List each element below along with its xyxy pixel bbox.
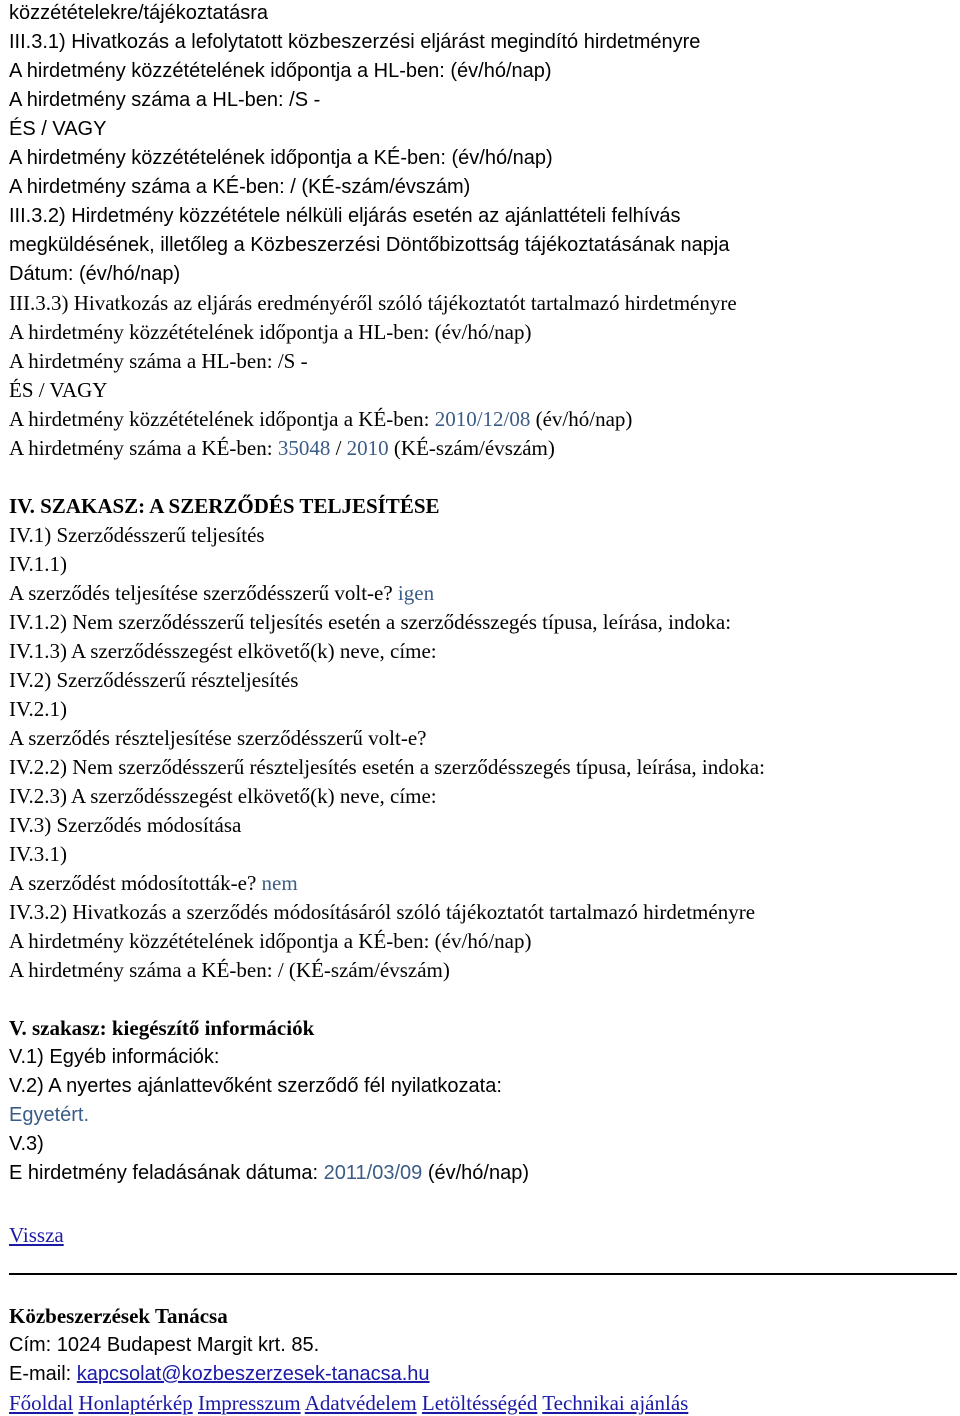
- answer-value: igen: [397, 581, 435, 605]
- answer-value: nem: [261, 871, 298, 895]
- label: (év/hó/nap): [530, 407, 633, 431]
- text-line: IV.3) Szerződés módosítása: [9, 813, 242, 837]
- footer-email-row: [9, 1361, 430, 1387]
- text-line: A hirdetmény közzétételének időpontja a HL-ben: (év/hó/nap): [9, 60, 552, 82]
- text-line: [9, 1160, 529, 1186]
- text-line: [9, 435, 555, 461]
- text-line: IV.3.2) Hivatkozás a szerződés módosításáról szóló tájékoztatót tartalmazó hirdetményre: [9, 900, 756, 924]
- text-line: A hirdetmény száma a KÉ-ben: / (KÉ-szám/évszám): [9, 176, 471, 198]
- text-line: Dátum: (év/hó/nap): [9, 263, 181, 285]
- section-heading: III.3.2) Hirdetmény közzététele nélküli eljárás esetén az ajánlattételi felhívás: [9, 205, 681, 227]
- text-line: IV.2.2) Nem szerződésszerű részteljesítés esetén a szerződésszegés típusa, leírása, indoka:: [9, 755, 765, 779]
- notice-year-value: 2010: [346, 436, 389, 460]
- text-line: IV.2.1): [9, 697, 67, 721]
- label: E hirdetmény feladásának dátuma:: [9, 1162, 324, 1184]
- text-line: megküldésének, illetőleg a Közbeszerzési Döntőbizottság tájékoztatásának napja: [9, 234, 730, 256]
- back-link[interactable]: Vissza: [9, 1223, 64, 1247]
- text-line: ÉS / VAGY: [9, 118, 107, 140]
- divider: [9, 1273, 957, 1275]
- text-line: A hirdetmény közzétételének időpontja a HL-ben: (év/hó/nap): [9, 320, 532, 344]
- text-line: V.3): [9, 1133, 44, 1155]
- text-line: IV.1.1): [9, 552, 67, 576]
- text-line: A hirdetmény száma a HL-ben: /S -: [9, 89, 321, 111]
- section-heading: III.3.3) Hivatkozás az eljárás eredményéről szóló tájékoztatót tartalmazó hirdetményre: [9, 291, 737, 315]
- label: A hirdetmény közzétételének időpontja a KÉ-ben:: [9, 407, 435, 431]
- label: (év/hó/nap): [422, 1162, 529, 1184]
- text-line: A hirdetmény közzétételének időpontja a KÉ-ben: (év/hó/nap): [9, 929, 532, 953]
- section-heading: III.3.1) Hivatkozás a lefolytatott közbeszerzési eljárást megindító hirdetményre: [9, 31, 701, 53]
- notice-number-value: 35048: [277, 436, 331, 460]
- text-line: IV.1) Szerződésszerű teljesítés: [9, 523, 265, 547]
- text-line: A hirdetmény száma a HL-ben: /S -: [9, 349, 308, 373]
- footer-address: Cím: 1024 Budapest Margit krt. 85.: [9, 1334, 320, 1356]
- email-link[interactable]: kapcsolat@kozbeszerzesek-tanacsa.hu: [76, 1363, 430, 1385]
- text-line: [9, 870, 298, 896]
- text-line: V.2) A nyertes ajánlattevőként szerződő fél nyilatkozata:: [9, 1075, 502, 1097]
- publication-date-value: 2010/12/08: [434, 407, 531, 431]
- declaration-value: Egyetért.: [9, 1104, 90, 1126]
- text-line: [9, 406, 632, 432]
- text-line: IV.1.3) A szerződésszegést elkövető(k) neve, címe:: [9, 639, 437, 663]
- nav-link-technical[interactable]: Technikai ajánlás: [542, 1391, 689, 1415]
- nav-link-privacy[interactable]: Adatvédelem: [304, 1391, 417, 1415]
- nav-link-home[interactable]: Főoldal: [9, 1391, 74, 1415]
- nav-link-sitemap[interactable]: Honlaptérkép: [78, 1391, 193, 1415]
- section-title: IV. SZAKASZ: A SZERZŐDÉS TELJESÍTÉSE: [9, 494, 440, 518]
- text-line: A hirdetmény száma a KÉ-ben: / (KÉ-szám/évszám): [9, 958, 450, 982]
- text-line: IV.3.1): [9, 842, 67, 866]
- text-line: A szerződés részteljesítése szerződésszerű volt-e?: [9, 726, 427, 750]
- text-line: ÉS / VAGY: [9, 378, 108, 402]
- footer-org: Közbeszerzések Tanácsa: [9, 1304, 228, 1328]
- back-link-row: [9, 1222, 64, 1248]
- section-title: V. szakasz: kiegészítő információk: [9, 1016, 315, 1040]
- dispatch-date-value: 2011/03/09: [323, 1162, 423, 1184]
- text-line: közzétételekre/tájékoztatásra: [9, 2, 269, 24]
- text-line: V.1) Egyéb információk:: [9, 1046, 220, 1068]
- nav-link-download-help[interactable]: Letöltésségéd: [421, 1391, 538, 1415]
- label: A szerződést módosították-e?: [9, 871, 262, 895]
- email-label: E-mail:: [9, 1363, 77, 1385]
- label: A szerződés teljesítése szerződésszerű volt-e?: [9, 581, 398, 605]
- text-line: IV.2.3) A szerződésszegést elkövető(k) neve, címe:: [9, 784, 437, 808]
- text-line: A hirdetmény közzétételének időpontja a KÉ-ben: (év/hó/nap): [9, 147, 553, 169]
- footer-nav: [9, 1390, 688, 1416]
- label: /: [330, 436, 347, 460]
- nav-link-imprint[interactable]: Impresszum: [197, 1391, 301, 1415]
- text-line: IV.2) Szerződésszerű részteljesítés: [9, 668, 299, 692]
- label: A hirdetmény száma a KÉ-ben:: [9, 436, 278, 460]
- text-line: [9, 580, 434, 606]
- label: (KÉ-szám/évszám): [388, 436, 555, 460]
- text-line: IV.1.2) Nem szerződésszerű teljesítés esetén a szerződésszegés típusa, leírása, indoka:: [9, 610, 732, 634]
